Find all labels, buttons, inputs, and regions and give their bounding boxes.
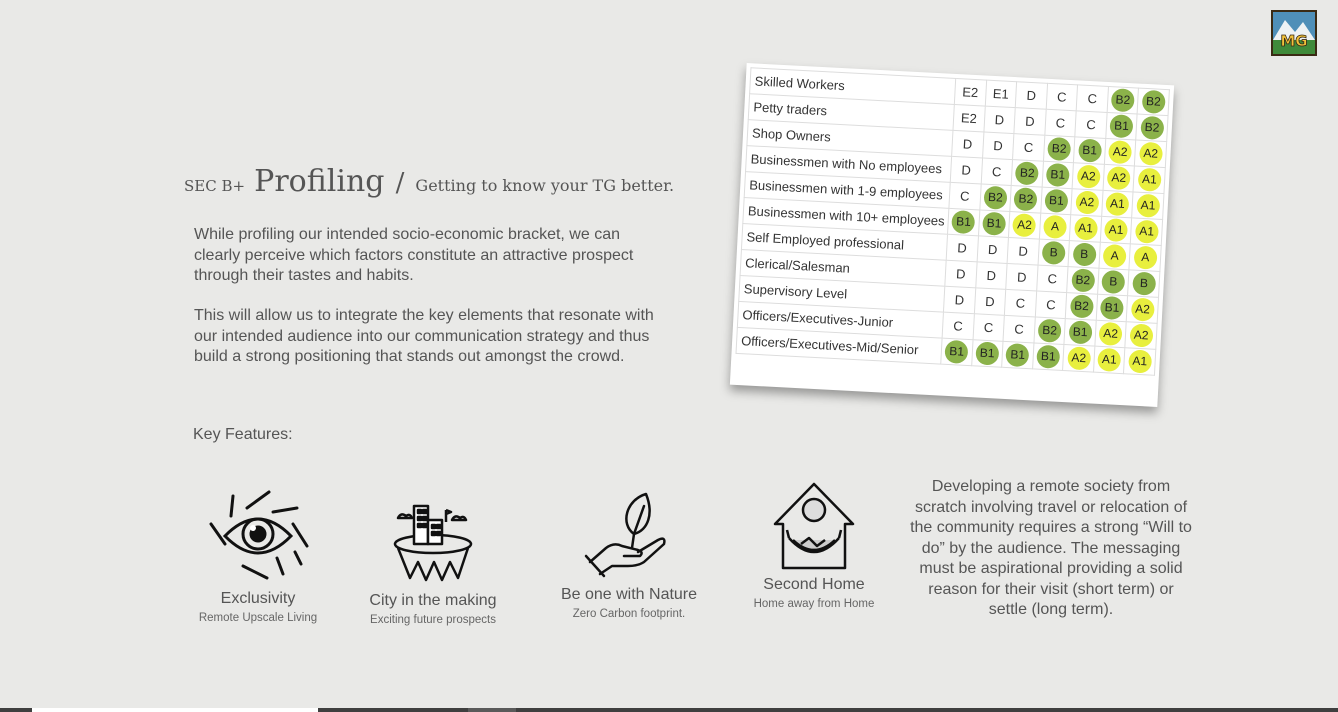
grade-cell: C: [1045, 109, 1077, 137]
grade-cell: [1101, 190, 1133, 218]
grade-badge: B1: [1046, 163, 1070, 187]
grade-cell: E1: [985, 80, 1017, 108]
grade-cell: [1127, 296, 1159, 324]
grade-badge: B1: [1100, 296, 1124, 320]
grade-badge: B2: [1015, 161, 1039, 185]
grade-badge: A: [1103, 244, 1127, 268]
grade-badge: B2: [1140, 116, 1164, 140]
grade-badge: B1: [1068, 320, 1092, 344]
feature-desc: Home away from Home: [753, 598, 875, 610]
grade-cell: [1096, 294, 1128, 322]
grade-cell: [1100, 216, 1132, 244]
grade-badge: B: [1101, 270, 1125, 294]
grade-badge: A2: [1129, 323, 1153, 347]
leaf-hand-icon: [584, 490, 674, 580]
grade-cell: D: [977, 236, 1009, 264]
grade-cell: C: [1036, 265, 1068, 293]
grade-cell: D: [974, 288, 1006, 316]
grade-cell: [1132, 192, 1164, 220]
row-label: Businessmen with 1-9 employees: [744, 172, 950, 209]
brand-logo: [1271, 10, 1317, 56]
grade-cell: [948, 208, 980, 236]
grade-badge: B: [1132, 272, 1156, 296]
grade-cell: D: [1006, 263, 1038, 291]
svg-text:MG: MG: [1280, 32, 1308, 50]
grade-cell: D: [1014, 108, 1046, 136]
feature-desc: Exciting future prospects: [370, 614, 496, 626]
grade-cell: [1104, 138, 1136, 166]
grade-cell: E2: [954, 78, 986, 106]
grade-cell: [1064, 319, 1096, 347]
grade-cell: [1093, 346, 1125, 374]
grade-cell: [1135, 140, 1167, 168]
grade-cell: [978, 210, 1010, 238]
floating-city-icon: [388, 496, 478, 586]
grade-cell: [1068, 241, 1100, 269]
grade-cell: D: [983, 106, 1015, 134]
grade-cell: [941, 338, 973, 366]
grade-badge: A1: [1105, 192, 1129, 216]
row-label: Clerical/Salesman: [740, 250, 946, 287]
grade-cell: C: [973, 314, 1005, 342]
grade-badge: A: [1043, 215, 1067, 239]
grade-cell: [1011, 160, 1043, 188]
grade-cell: [1063, 345, 1095, 373]
eye-icon: [203, 488, 313, 584]
title-separator: /: [395, 168, 405, 198]
grade-badge: A2: [1107, 166, 1131, 190]
closing-paragraph: Developing a remote society from scratch involving travel or relocation of the community requires a strong “Will to do” by the audience. The messaging must be aspirational providing a solid reason for their visit (short term) or settle (long term).: [910, 478, 1192, 618]
grade-badge: A2: [1099, 322, 1123, 346]
grade-cell: [1034, 317, 1066, 345]
page-subtitle: Getting to know your TG better.: [415, 176, 675, 195]
grade-cell: [1129, 244, 1161, 272]
intro-paragraph: While profiling our intended socio-economic bracket, we can clearly perceive which factors constitute an attractive prospect through their tastes and habits.: [194, 226, 634, 284]
grade-cell: [1009, 211, 1041, 239]
grade-badge: B2: [1038, 319, 1062, 343]
row-label: Self Employed professional: [741, 224, 947, 261]
feature-desc: Zero Carbon footprint.: [572, 608, 686, 620]
grade-badge: A2: [1076, 164, 1100, 188]
grade-cell: [1010, 186, 1042, 214]
grade-cell: D: [1015, 82, 1047, 110]
grade-badge: A2: [1108, 140, 1132, 164]
grade-badge: B: [1042, 241, 1066, 265]
grade-cell: [1038, 239, 1070, 267]
mountain-logo-icon: [1271, 10, 1317, 56]
grade-cell: D: [950, 156, 982, 184]
grade-badge: A1: [1128, 349, 1152, 373]
grade-cell: C: [1013, 134, 1045, 162]
feature-desc: Remote Upscale Living: [198, 612, 318, 624]
feature-second-home: [729, 480, 899, 610]
row-label: Officers/Executives-Junior: [737, 301, 943, 338]
grade-cell: D: [952, 130, 984, 158]
grade-badge: B1: [1006, 343, 1030, 367]
grade-badge: B2: [1071, 268, 1095, 292]
row-label: Officers/Executives-Mid/Senior: [736, 327, 942, 364]
grade-cell: C: [1046, 83, 1078, 111]
feature-name: City in the making: [369, 592, 497, 609]
grade-cell: [1131, 218, 1163, 246]
grade-cell: [1136, 114, 1168, 142]
grade-badge: A1: [1073, 216, 1097, 240]
grade-cell: C: [942, 312, 974, 340]
row-label: Businessmen with No employees: [746, 146, 952, 183]
sec-label: SEC B+: [184, 177, 246, 195]
grade-badge: A1: [1135, 220, 1159, 244]
grade-cell: [1137, 88, 1169, 116]
grade-badge: A2: [1139, 142, 1163, 166]
strategy-paragraph: This will allow us to integrate the key elements that resonate with our intended audience into our communication strategy and thus build a strong positioning that stands out amongst the crowd.: [194, 307, 654, 365]
grade-badge: B1: [951, 210, 975, 234]
grade-cell: C: [1004, 289, 1036, 317]
grade-cell: D: [945, 260, 977, 288]
grade-cell: [1043, 135, 1075, 163]
grade-badge: B2: [983, 186, 1007, 210]
grade-badge: A2: [1012, 213, 1036, 237]
grade-badge: B2: [1141, 90, 1165, 114]
grade-cell: C: [1035, 291, 1067, 319]
row-label: Businessmen with 10+ employees: [743, 198, 949, 235]
feature-nature: [544, 490, 714, 620]
grade-cell: [1070, 215, 1102, 243]
row-label: Supervisory Level: [739, 275, 945, 312]
grade-cell: D: [982, 132, 1014, 160]
grade-badge: A1: [1104, 218, 1128, 242]
grade-cell: C: [1075, 111, 1107, 139]
grade-badge: A1: [1137, 168, 1161, 192]
grade-cell: [1125, 322, 1157, 350]
grade-badge: B1: [1078, 139, 1102, 163]
grade-cell: [1099, 242, 1131, 270]
grade-badge: B1: [975, 341, 999, 365]
grade-cell: [1128, 270, 1160, 298]
row-label: Petty traders: [748, 94, 954, 131]
page-heading: [184, 164, 674, 199]
grade-badge: B: [1072, 242, 1096, 266]
grade-cell: [1097, 268, 1129, 296]
grade-badge: B2: [1047, 137, 1071, 161]
grade-badge: A1: [1097, 348, 1121, 372]
row-label: Shop Owners: [747, 120, 953, 157]
house-hammock-icon: [769, 480, 859, 570]
progress-segment: [32, 708, 318, 712]
feature-city: [348, 496, 518, 626]
grade-badge: B2: [1111, 88, 1135, 112]
grade-badge: A1: [1136, 194, 1160, 218]
sec-classification-table: [730, 63, 1174, 407]
page-title: Profiling: [254, 164, 385, 199]
feature-name: Be one with Nature: [560, 586, 698, 603]
grade-cell: [1002, 341, 1034, 369]
grade-cell: D: [946, 234, 978, 262]
grade-badge: B1: [1036, 345, 1060, 369]
grade-cell: C: [1076, 85, 1108, 113]
grade-cell: [1066, 293, 1098, 321]
grade-cell: [1032, 343, 1064, 371]
row-label: Skilled Workers: [750, 68, 956, 105]
grade-badge: A: [1133, 246, 1157, 270]
grade-cell: [1071, 189, 1103, 217]
grade-cell: [979, 184, 1011, 212]
slide-progress-bar[interactable]: [0, 708, 1338, 712]
grade-cell: D: [1007, 237, 1039, 265]
grade-cell: [1040, 187, 1072, 215]
grade-cell: C: [1003, 315, 1035, 343]
grade-cell: [1067, 267, 1099, 295]
feature-name: Exclusivity: [220, 590, 296, 607]
grade-cell: C: [981, 158, 1013, 186]
grade-cell: D: [975, 262, 1007, 290]
grade-cell: [1107, 86, 1139, 114]
grade-cell: E2: [953, 104, 985, 132]
grade-cell: [1042, 161, 1074, 189]
grade-badge: A2: [1130, 297, 1154, 321]
grade-cell: [1124, 348, 1156, 376]
grade-cell: [1133, 166, 1165, 194]
grade-cell: [971, 340, 1003, 368]
grade-badge: B1: [982, 212, 1006, 236]
grade-badge: B1: [945, 340, 969, 364]
grade-cell: [1039, 213, 1071, 241]
grade-cell: C: [949, 182, 981, 210]
grade-cell: [1103, 164, 1135, 192]
grade-cell: [1072, 163, 1104, 191]
grade-cell: [1095, 320, 1127, 348]
grade-badge: B1: [1044, 189, 1068, 213]
grade-cell: D: [943, 286, 975, 314]
feature-exclusivity: [173, 488, 343, 624]
feature-name: Second Home: [763, 576, 865, 593]
grade-cell: [1074, 137, 1106, 165]
grade-badge: A2: [1075, 190, 1099, 214]
progress-segment: [468, 708, 516, 712]
sec-table: [735, 67, 1169, 376]
key-features-label: Key Features:: [193, 426, 293, 443]
grade-badge: B1: [1109, 114, 1133, 138]
grade-cell: [1106, 112, 1138, 140]
grade-badge: A2: [1067, 346, 1091, 370]
grade-badge: B2: [1014, 187, 1038, 211]
grade-badge: B2: [1069, 294, 1093, 318]
